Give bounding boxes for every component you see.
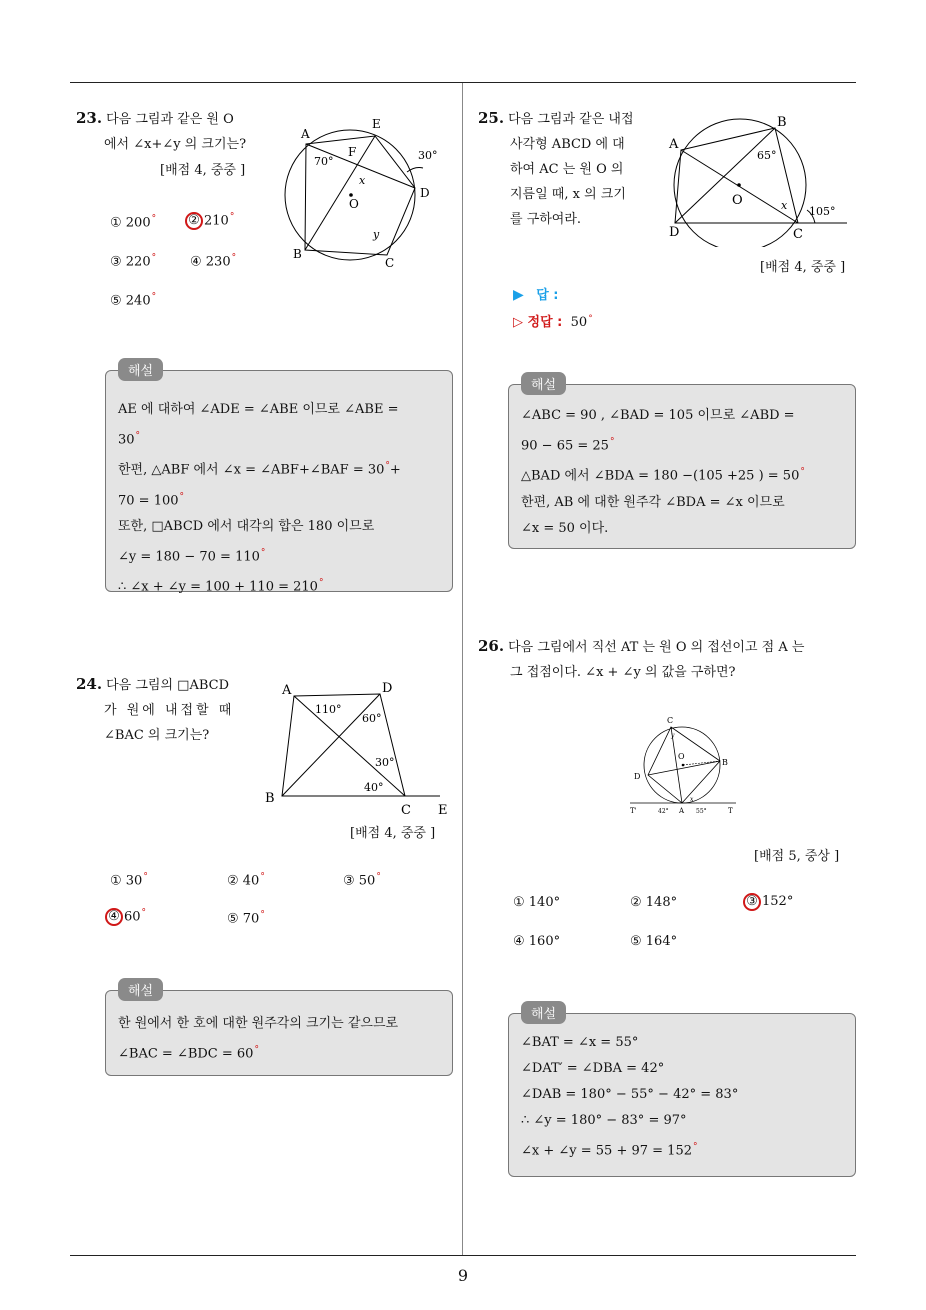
selected-circle: ② bbox=[185, 212, 203, 230]
question-number: 26. bbox=[478, 637, 505, 655]
label-x: x bbox=[359, 174, 366, 187]
label-110deg: 110° bbox=[315, 703, 342, 716]
solution-line5: ∠x = 50 이다. bbox=[521, 520, 609, 536]
option-5[interactable]: ⑤ 164° bbox=[630, 934, 678, 949]
q26-circle-figure bbox=[628, 713, 740, 818]
option-4[interactable]: ④ 230° bbox=[190, 253, 237, 270]
label-F: F bbox=[348, 145, 357, 159]
label-D: D bbox=[634, 772, 641, 781]
q23-solution-box bbox=[105, 364, 453, 595]
label-T-prime: T' bbox=[630, 807, 637, 815]
play-icon: ▶ bbox=[513, 287, 524, 303]
q24-solution-box bbox=[105, 984, 453, 1076]
question-number: 24. bbox=[76, 675, 103, 693]
solution-line3: △BAD 에서 ∠BDA = 180 −(105 +25 ) = 50° bbox=[521, 467, 805, 484]
label-40deg: 40° bbox=[364, 781, 384, 794]
label-30deg: 30° bbox=[375, 756, 395, 769]
question-number: 25. bbox=[478, 109, 505, 127]
option-5[interactable]: ⑤ 70° bbox=[227, 910, 265, 927]
option-2[interactable]: ② 148° bbox=[630, 895, 678, 910]
label-55deg: 55° bbox=[696, 808, 707, 815]
label-B: B bbox=[777, 115, 787, 130]
question-23 bbox=[76, 106, 246, 178]
solution-line5: 또한, □ABCD 에서 대각의 합은 180 이므로 bbox=[118, 518, 375, 534]
solution-line2: ∠DAT′ = ∠DBA = 42° bbox=[521, 1061, 665, 1076]
option-5[interactable]: ⑤ 240° bbox=[110, 292, 157, 309]
option-4-selected[interactable]: ④ 60° bbox=[108, 908, 146, 926]
solution-line1: ∠BAT = ∠x = 55° bbox=[521, 1035, 639, 1050]
label-30deg: 30° bbox=[418, 149, 438, 162]
top-rule bbox=[70, 82, 856, 83]
option-3[interactable]: ③ 220° bbox=[110, 253, 157, 270]
option-3[interactable]: ③ 50° bbox=[343, 872, 381, 889]
solution-line1: AE 에 대하여 ∠ADE = ∠ABE 이므로 ∠ABE = bbox=[118, 402, 399, 417]
solution-tag: 해설 bbox=[521, 372, 566, 395]
answer-row bbox=[513, 284, 558, 303]
label-A: A bbox=[301, 127, 310, 141]
label-D: D bbox=[382, 681, 393, 696]
selected-circle: ③ bbox=[743, 893, 761, 911]
option-1[interactable]: ① 200° bbox=[110, 214, 157, 231]
question-text-line2: 가 원에 내접할 때 bbox=[104, 703, 235, 718]
score-label: [배점 4, 중중 ] bbox=[350, 826, 436, 841]
q23-circle-figure bbox=[275, 110, 465, 270]
label-E: E bbox=[372, 117, 381, 131]
option-3-selected[interactable]: ③ 152° bbox=[746, 893, 793, 911]
score-label: [배점 4, 중중 ] bbox=[760, 260, 846, 275]
correct-answer-label: ▷ 정답 : bbox=[513, 315, 563, 330]
label-65deg: 65° bbox=[757, 149, 777, 162]
q24-quadrilateral-figure bbox=[262, 678, 457, 820]
score-label: [배점 4, 중중 ] bbox=[160, 163, 246, 178]
solution-line7: ∴ ∠x + ∠y = 100 + 110 = 210° bbox=[118, 578, 324, 595]
question-text-line1: 다음 그림과 같은 내접 bbox=[508, 112, 634, 127]
solution-line1: 한 원에서 한 호에 대한 원주각의 크기는 같으므로 bbox=[118, 1016, 399, 1031]
solution-line6: ∠y = 180 − 70 = 110° bbox=[118, 547, 266, 565]
option-2-selected[interactable]: ② 210° bbox=[188, 212, 234, 230]
question-text-line3: ∠BAC 의 크기는? bbox=[104, 728, 210, 743]
label-C: C bbox=[385, 256, 395, 270]
label-y: y bbox=[373, 228, 380, 241]
solution-line5: ∠x + ∠y = 55 + 97 = 152° bbox=[521, 1142, 698, 1159]
solution-line2: 30° bbox=[118, 431, 141, 448]
question-text-line5: 를 구하여라. bbox=[510, 212, 582, 227]
solution-line2: ∠BAC = ∠BDC = 60° bbox=[118, 1045, 259, 1062]
solution-line4: 한편, AB 에 대한 원주각 ∠BDA = ∠x 이므로 bbox=[521, 494, 785, 510]
option-4[interactable]: ④ 160° bbox=[513, 934, 561, 949]
label-O: O bbox=[678, 752, 685, 761]
label-A: A bbox=[669, 137, 679, 152]
solution-line4: ∴ ∠y = 180° − 83° = 97° bbox=[521, 1113, 687, 1128]
label-T: T bbox=[728, 807, 733, 815]
label-x: x bbox=[781, 199, 788, 212]
label-105deg: 105° bbox=[809, 205, 836, 218]
solution-tag: 해설 bbox=[118, 358, 163, 381]
question-number: 23. bbox=[76, 109, 103, 127]
question-25 bbox=[478, 106, 634, 232]
label-O: O bbox=[732, 193, 743, 208]
option-1[interactable]: ① 140° bbox=[513, 895, 561, 910]
label-60deg: 60° bbox=[362, 712, 382, 725]
solution-line2: 90 − 65 = 25° bbox=[521, 437, 615, 454]
solution-line3: 한편, △ABF 에서 ∠x = ∠ABF+∠BAF = 30°+ bbox=[118, 461, 401, 478]
question-text-line2: 그 접점이다. ∠x + ∠y 의 값을 구하면? bbox=[510, 665, 736, 680]
label-B: B bbox=[722, 758, 728, 767]
label-y: y bbox=[671, 732, 675, 739]
label-A: A bbox=[679, 807, 685, 815]
bottom-rule bbox=[70, 1255, 856, 1256]
answer-label: 답 : bbox=[536, 288, 559, 303]
solution-tag: 해설 bbox=[521, 1001, 566, 1024]
label-C: C bbox=[793, 227, 803, 242]
question-text-line1: 다음 그림의 □ABCD bbox=[106, 678, 229, 693]
label-D: D bbox=[420, 186, 430, 200]
label-B: B bbox=[265, 791, 275, 806]
solution-line4: 70 = 100° bbox=[118, 491, 185, 508]
question-text-line1: 다음 그림에서 직선 AT 는 원 O 의 접선이고 점 A 는 bbox=[508, 640, 805, 655]
solution-line3: ∠DAB = 180° − 55° − 42° = 83° bbox=[521, 1087, 739, 1102]
selected-circle: ④ bbox=[105, 908, 123, 926]
q25-circle-figure bbox=[665, 112, 855, 247]
label-A: A bbox=[282, 683, 292, 698]
score-label: [배점 5, 중상 ] bbox=[754, 849, 840, 864]
label-C: C bbox=[667, 716, 674, 725]
question-text-line4: 지름일 때, x 의 크기 bbox=[510, 187, 626, 202]
label-B: B bbox=[293, 247, 302, 261]
question-text-line2: 에서 ∠x+∠y 의 크기는? bbox=[104, 137, 247, 152]
label-C: C bbox=[401, 803, 411, 818]
question-24 bbox=[76, 672, 234, 748]
option-1[interactable]: ① 30° bbox=[110, 872, 148, 889]
label-E: E bbox=[438, 803, 448, 818]
label-x: x bbox=[690, 796, 694, 803]
q26-solution-box bbox=[508, 1007, 856, 1177]
label-D: D bbox=[669, 225, 680, 240]
page-number: 9 bbox=[457, 1266, 469, 1285]
label-O: O bbox=[349, 197, 359, 211]
correct-answer-row: ▷ 정답 : 50° bbox=[513, 313, 593, 330]
solution-tag: 해설 bbox=[118, 978, 163, 1001]
question-text-line1: 다음 그림과 같은 원 O bbox=[106, 112, 234, 127]
q25-solution-box bbox=[508, 378, 856, 549]
option-2[interactable]: ② 40° bbox=[227, 872, 265, 889]
label-70deg: 70° bbox=[314, 155, 334, 168]
correct-answer-value: 50 bbox=[570, 315, 588, 330]
question-text-line3: 하여 AC 는 원 O 의 bbox=[510, 162, 624, 177]
solution-line1: ∠ABC = 90 , ∠BAD = 105 이므로 ∠ABD = bbox=[521, 408, 795, 423]
label-42deg: 42° bbox=[658, 808, 669, 815]
question-text-line2: 사각형 ABCD 에 대 bbox=[510, 137, 625, 152]
question-26 bbox=[478, 634, 804, 685]
